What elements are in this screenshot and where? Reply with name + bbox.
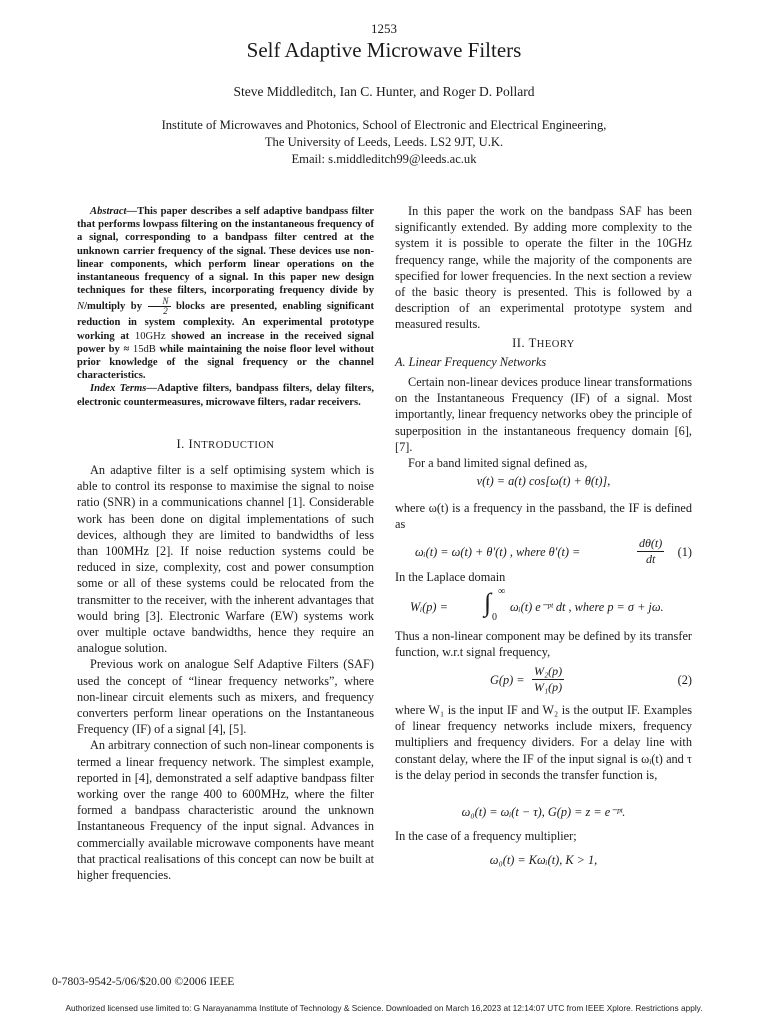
integral-lower-limit: 0 [492,612,497,623]
affiliation-block [0,117,768,168]
n-over-2-fraction: $\frac{N}{2}$ [148,297,171,316]
equation-signal: v(t) = a(t) cos[ω(t) + θ(t)], [476,474,611,488]
abstract-text-2: /multiply by [84,301,148,313]
laplace-intro: In the Laplace domain [395,570,506,584]
license-notice: Authorized licensed use limited to: G Narayanamma Institute of Technology & Science. Downloaded on March 16,2023 at 12:14:07 UTC from IEEE Xplore. Restrictions apply. [65,1003,703,1013]
multiplier-paragraph: In the case of a frequency multiplier; [395,829,577,843]
affiliation-line-2: The University of Leeds, Leeds. LS2 9JT, U.K. [264,135,504,149]
subsection-a-heading: A. Linear Frequency Networks [395,355,547,369]
laplace-rhs: ωᵢ(t) e⁻ᵖᵗ dt , where p = σ + jω. [510,600,664,614]
equation-1-numerator: dθ(t) [639,536,663,550]
abstract-N: N [77,301,85,313]
theory-paragraph-3: where ω(t) is a frequency in the passband, the IF is defined as [395,501,692,532]
integral-upper-limit: ∞ [498,586,506,597]
equation-laplace [410,586,692,626]
equation-2 [395,664,692,698]
page-number: 1253 [371,21,397,36]
intro-paragraph-3: An arbitrary connection of such non-linear components is termed a linear frequency network. The simplest example, reported in [4], demonstrated a self adaptive bandpass filter working over the range 400 to 600MHz, where the filter formed a bandpass characteristic around the unknown Instantaneous Frequency of the input signal. Advances in commercially available microwave components have meant that practical realisations of this concept can now be built at higher frequencies. [77,738,374,883]
intro-paragraph-1: An adaptive filter is a self optimising system which is able to control its response to maximise the signal to noise ratio (SNR) in a communications channel [1]. Considerable work has been done on digital implementations of such devices, although they are limited to bandwidths of less than 100MHz [2]. If noise reduction systems could be reduced in size, complexity, cost and power consumption some or all of these systems could be relocated from the transmitter to the receiver, with the inherent advantages that would bring [3]. Electronic Warfare (EW) systems work over multiple octave bandwidths, hence they require an analogue solution. [77,463,374,656]
where-paragraph: where W₁ is the input IF and W₂ is the output IF. Examples of linear frequency networks include mixers, frequency multipliers and frequency dividers. For a delay line with constant delay, where the IF of the input signal is ωᵢ(t) and τ is the delay period in seconds the transfer function is, [395,703,692,782]
author-email: Email: s.middleditch99@leeds.ac.uk [291,152,477,166]
equation-multiplier: ω₀(t) = Kωᵢ(t), K > 1, [489,853,598,867]
abstract-text-5: while maintaining the noise floor level without prior knowledge of the signal frequency or the channel characteristics. [77,343,375,382]
equation-1 [415,536,692,570]
equation-1-fraction [637,536,664,567]
intro-paragraph-2: Previous work on analogue Self Adaptive Filters (SAF) used the concept of “linear frequency networks”, where non-linear circuit elements such as mixers, and frequency converters perform linear operations on the Instantaneous Frequency (IF) of a signal [4], [5]. [77,657,374,737]
equation-1-number: (1) [677,545,692,559]
abstract-text-4: showed an increase in the received signal power by ≈ [77,330,375,355]
integral-sign: ∫ [484,588,492,617]
abstract-text-1: This paper describes a self adaptive bandpass filter that performs lowpass filtering on the instantaneous frequency of a signal, corresponding to a bandpass filter centred at the unknown carrier frequency of the signal. These devices use non-linear components, which perform linear operations on the instantaneous frequency of a signal. In this paper new design techniques for these filters, incorporating frequency divide by [77,206,374,297]
intro-paragraph-4: In this paper the work on the bandpass SAF has been significantly extended. By adding more complexity to the system it is possible to operate the filter in the 10GHz frequency range, while the majority of the components are specified for lower frequencies. In the next section a review of the basic theory is presented. This is followed by a description of an experimental prototype system and measured results. [395,204,692,332]
copyright-notice: 0-7803-9542-5/06/$20.00 ©2006 IEEE [52,975,235,988]
abstract-label: Abstract— [90,206,138,217]
right-column-intro [395,203,692,333]
paper-title: Self Adaptive Microwave Filters [246,38,522,62]
transfer-paragraph: Thus a non-linear component may be defined by its transfer function, w.r.t signal frequency, [395,629,692,660]
index-terms-label: Index Terms— [90,383,157,395]
equation-delay: ω₀(t) = ωᵢ(t − τ), G(p) = z = e⁻ᵖᵗ. [461,805,626,819]
equation-1-left: ωᵢ(t) = ω(t) + θ′(t) , where θ′(t) = [415,545,581,559]
abstract-freq: 10GHz [134,330,166,342]
section-1-body [77,462,374,883]
section-2-heading: II. THEORY [512,336,575,350]
abstract-power: 15dB [132,343,156,355]
authors: Steve Middleditch, Ian C. Hunter, and Roger D. Pollard [233,84,535,99]
affiliation-line-1: Institute of Microwaves and Photonics, School of Electronic and Electrical Engineering, [161,118,607,132]
theory-paragraph-2: For a band limited signal defined as, [408,456,588,471]
equation-2-lhs: G(p) = [490,673,525,687]
abstract [77,205,374,409]
theory-body-1 [395,374,692,471]
equation-2-number: (2) [677,673,692,687]
equation-2-numerator: W₂(p) [534,664,563,678]
equation-2-denominator: W₁(p) [534,680,563,694]
abstract-text-3: blocks are presented, enabling significant reduction in system complexity. An experimental prototype working at [77,301,374,342]
theory-paragraph-1: Certain non-linear devices produce linear transformations on the Instantaneous Frequency (IF) of a signal. Most importantly, linear frequency networks obey the principle of superposition in the instantaneous frequency domain [6], [7]. [395,375,692,454]
equation-2-fraction [532,664,564,695]
laplace-lhs: Wᵢ(p) = [410,600,448,614]
index-terms-text: Adaptive filters, bandpass filters, delay filters, electronic countermeasures, microwave filters, radar receivers. [77,383,374,408]
section-1-heading: I. INTRODUCTION [176,437,275,451]
equation-1-denominator: dt [645,552,656,566]
